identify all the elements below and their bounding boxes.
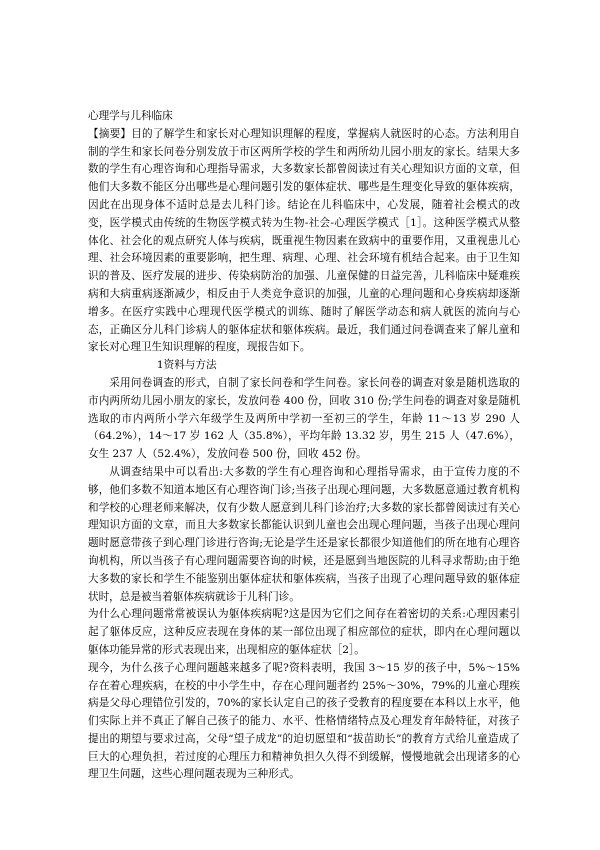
why-paragraph: 为什么心理问题常常被误认为躯体疾病呢?这是因为它们之间存在着密切的关系:心理因素引起了躯体反应，这种反应表现在身体的某一部位出现了相应部位的症状，即内在心理问题以躯体功能异常的形式表现出来，出现相应的躯体症状［2］。 [88,608,520,656]
now-paragraph: 现今，为什么孩子心理问题越来越多了呢?资料表明，我国 3～15 岁的孩子中，5%～15%存在着心理疾病，在校的中小学生中，存在心理问题者约 25%～30%，79%的儿童心理疾病是父母心理错位引发的，70%的家长认定自己的孩子受教育的程度要在本科以上水平，他们实际上并不真正了解自己孩子的能力、水平、性格情绪特点及心理发育年龄特征，对孩子提出的期望与要求过高，父母“望子成龙”的迫切愿望和“拔苗助长”的教育方式给儿童造成了巨大的心理负担，若过度的心理压力和精神负担久久得不到缓解，慢慢地就会出现诸多的心理卫生问题，这些心理问题表现为三种形式。 [88,661,520,781]
section-heading: 1资料与方法 [156,359,217,372]
abstract-text: 目的了解学生和家长对心理知识理解的程度，掌握病人就医时的心态。方法利用自制的学生和家长问卷分别发放于市区两所学校的学生和两所幼儿园小朋友的家长。结果大多数的学生有心理咨询和心理指导需求，大多数家长都曾阅读过有关心理知识方面的文章，但他们大多数不能区分出哪些是心理问题引发的躯体症状、哪些是生理变化导致的躯体疾病，因此在出现身体不适时总是去儿科门诊。结论在儿科临床中，心发展，随着社会模式的改变，医学模式由传统的生物医学模式转为生物-社会-心理医学模式［1］。这种医学模式从整体化、社会化的观点研究人体与疾病，既重视生物因素在致病中的重要作用，又重视患儿心理、社会环境因素的重要影响，把生理、病理、心理、社会环境有机结合起来。由于卫生知识的普及、医疗发展的进步、传染病防治的加强、儿童保健的日益完善，儿科临床中疑难疾病和大病重病逐渐减少，相反由于人类竞争意识的加强，儿童的心理问题和心身疾病却逐渐增多。在医疗实践中心理现代医学模式的训练、随时了解医学动态和病人就医的流向与心态，正确区分儿科门诊病人的躯体症状和躯体疾病。最近，我们通过问卷调查来了解儿童和家长对心理卫生知识理解的程度，现报告如下。 [88,127,521,354]
results-paragraph: 从调查结果中可以看出:大多数的学生有心理咨询和心理指导需求，由于宣传力度的不够，他们多数不知道本地区有心理咨询门诊;当孩子出现心理问题，大多数愿意通过教育机构和学校的心理老师来解决，仅有少数人愿意到儿科门诊治疗;大多数的家长都曾阅读过有关心理知识方面的文章，而且大多数家长都能认识到儿童也会出现心理问题，当孩子出现心理问题时愿意带孩子到心理门诊进行咨询;无论是学生还是家长都很少知道他们的所在地有心理咨询机构，所以当孩子有心理问题需要咨询的时候，还是愿到当地医院的儿科寻求帮助;由于绝大多数的家长和学生不能鉴别出躯体症状和躯体疾病，当孩子出现了心理问题导致的躯体症状时，总是被当着躯体疾病就诊于儿科门诊。 [88,465,520,603]
abstract-paragraph [88,126,520,357]
methods-paragraph: 采用问卷调查的形式，自制了家长问卷和学生问卷。家长问卷的调查对象是随机选取的市内两所幼儿园小朋友的家长，发放问卷 400 份，回收 310 份;学生问卷的调查对象是随机选取的市内两所小学六年级学生及两所中学初一至初三的学生，年龄 11～13 岁 290 人（64.2%），14～17 岁 162 人（35.8%），平均年龄 13.32 岁，男生 215 人（47.6%），女生 237 人（52.4%），发放问卷 500 份，回收 452 份。 [88,376,520,461]
document-page [88,108,520,784]
abstract-label: 【摘要】 [88,127,132,140]
document-title: 心理学与儿科临床 [88,110,173,122]
